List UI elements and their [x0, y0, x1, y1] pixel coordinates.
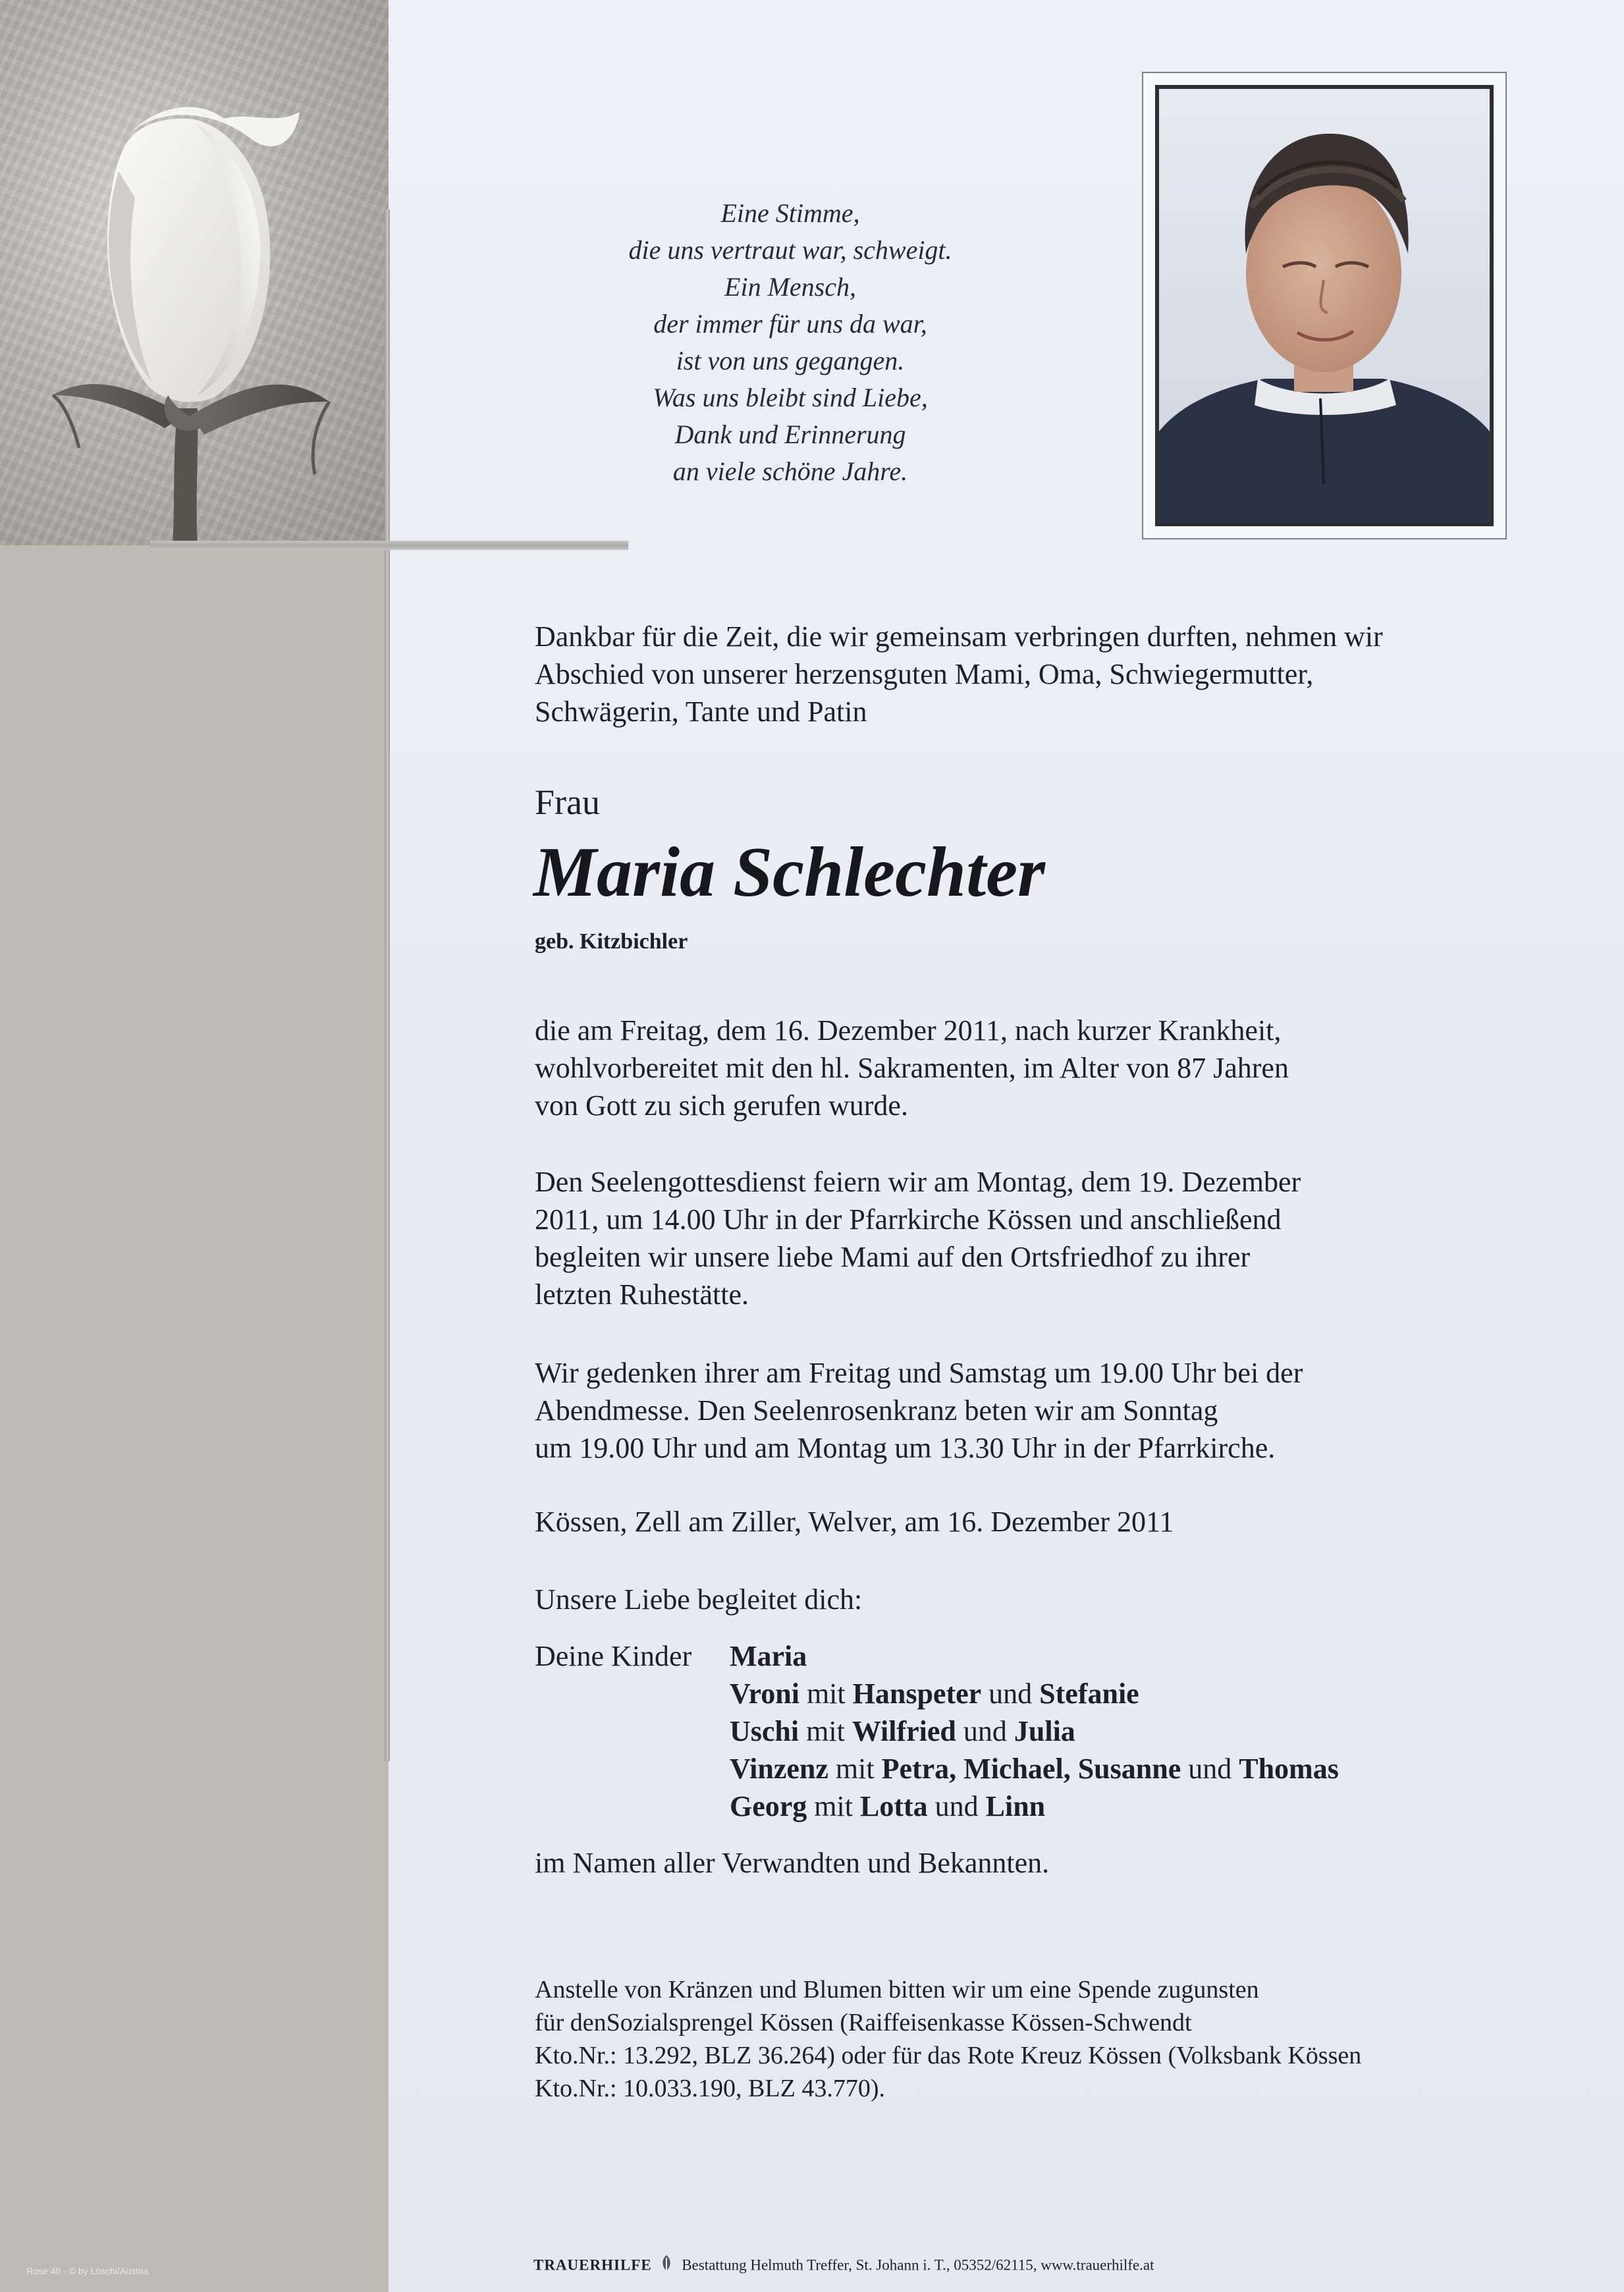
- mourners-intro: Unsere Liebe begleitet dich:: [535, 1583, 863, 1616]
- poem-line: ist von uns gegangen.: [676, 346, 905, 375]
- deceased-name: Maria Schlechter: [533, 833, 1046, 912]
- service-line: letzten Ruhestätte.: [535, 1278, 749, 1311]
- donation-line: Kto.Nr.: 13.292, BLZ 36.264) oder für das Rote Kreuz Kössen (Volksbank Kössen: [535, 2042, 1362, 2069]
- grandchild-names: Thomas: [1239, 1753, 1339, 1785]
- death-notice-line: die am Freitag, dem 16. Dezember 2011, nach kurzer Krankheit,: [535, 1014, 1282, 1047]
- death-notice-line: wohlvorbereitet mit den hl. Sakramenten, im Alter von 87 Jahren: [535, 1052, 1289, 1084]
- behalf-line: im Namen aller Verwandten und Bekannten.: [535, 1847, 1050, 1879]
- intro-line: Dankbar für die Zeit, die wir gemeinsam verbringen durften, nehmen wir: [535, 620, 1383, 653]
- rose-image: [0, 0, 389, 545]
- child-name: Georg: [730, 1790, 807, 1822]
- intro-line: Abschied von unserer herzensguten Mami, Oma, Schwiegermutter,: [535, 658, 1314, 690]
- leaf-icon: [659, 2254, 674, 2279]
- child-entry: [730, 1750, 1339, 1787]
- grandchild-names: Julia: [1014, 1715, 1075, 1747]
- portrait-photo: [1155, 85, 1494, 526]
- child-name: Maria: [730, 1640, 807, 1672]
- maiden-name: geb. Kitzbichler: [535, 929, 688, 954]
- connector: und: [1188, 1753, 1232, 1785]
- donation-line: für denSozialsprengel Kössen (Raiffeisenkasse Kössen-Schwendt: [535, 2009, 1192, 2036]
- connector: und: [988, 1678, 1033, 1710]
- child-name: Vinzenz: [730, 1753, 828, 1785]
- child-name: Vroni: [730, 1678, 799, 1710]
- partner-name: Lotta: [859, 1790, 928, 1822]
- poem-line: Eine Stimme,: [720, 198, 860, 228]
- grandchild-names: Linn: [985, 1790, 1046, 1822]
- service-line: begleiten wir unsere liebe Mami auf den Ortsfriedhof zu ihrer: [535, 1241, 1251, 1273]
- image-credit: Rose 40 - © by Löschi/Austria: [26, 2266, 149, 2276]
- vertical-divider: [385, 209, 390, 1761]
- service-line: Den Seelengottesdienst feiern wir am Montag, dem 19. Dezember: [535, 1166, 1301, 1198]
- poem-line: Ein Mensch,: [724, 272, 856, 302]
- remembrance-line: Abendmesse. Den Seelenrosenkranz beten wir am Sonntag: [535, 1394, 1218, 1427]
- connector: mit: [814, 1790, 853, 1822]
- donation-line: Anstelle von Kränzen und Blumen bitten wir um eine Spende zugunsten: [535, 1976, 1259, 2004]
- salutation: Frau: [535, 782, 600, 822]
- poem-line: an viele schöne Jahre.: [672, 456, 908, 486]
- intro-line: Schwägerin, Tante und Patin: [535, 696, 867, 728]
- connector: und: [963, 1715, 1007, 1747]
- donation-line: Kto.Nr.: 10.033.190, BLZ 43.770).: [535, 2075, 885, 2102]
- partner-name: Wilfried: [852, 1715, 956, 1747]
- connector: mit: [806, 1715, 845, 1747]
- partner-name: Petra, Michael, Susanne: [881, 1753, 1181, 1785]
- connector: und: [934, 1790, 979, 1822]
- death-notice-line: von Gott zu sich gerufen wurde.: [535, 1089, 908, 1122]
- footer-details: Bestattung Helmuth Treffer, St. Johann i. T., 05352/62115, www.trauerhilfe.at: [682, 2256, 1154, 2274]
- poem-line: der immer für uns da war,: [653, 309, 927, 339]
- service-line: 2011, um 14.00 Uhr in der Pfarrkirche Kössen und anschließend: [535, 1203, 1282, 1236]
- children-label: Deine Kinder: [535, 1640, 692, 1672]
- memorial-poem: [547, 195, 1034, 490]
- remembrance-line: um 19.00 Uhr und am Montag um 13.30 Uhr in der Pfarrkirche.: [535, 1432, 1276, 1464]
- child-entry: [730, 1637, 1339, 1675]
- intro-paragraph: [535, 618, 1383, 730]
- child-entry: [730, 1712, 1339, 1750]
- remembrance-paragraph: [535, 1354, 1303, 1467]
- children-list: [730, 1637, 1339, 1825]
- funeral-home-footer: [533, 2254, 1154, 2279]
- horizontal-divider: [150, 541, 628, 550]
- footer-brand: TRAUERHILFE: [533, 2256, 652, 2274]
- poem-line: Was uns bleibt sind Liebe,: [653, 383, 928, 412]
- connector: mit: [806, 1678, 846, 1710]
- child-entry: [730, 1787, 1339, 1825]
- portrait-icon: [1159, 89, 1490, 522]
- partner-name: Hanspeter: [852, 1678, 982, 1710]
- grandchild-names: Stefanie: [1039, 1678, 1139, 1710]
- portrait-frame: [1142, 72, 1507, 539]
- rose-icon: [0, 0, 389, 545]
- child-entry: [730, 1675, 1339, 1712]
- funeral-service-paragraph: [535, 1163, 1301, 1313]
- connector: mit: [835, 1753, 875, 1785]
- poem-line: Dank und Erinnerung: [674, 420, 906, 449]
- child-name: Uschi: [730, 1715, 799, 1747]
- poem-line: die uns vertraut war, schweigt.: [628, 235, 952, 265]
- donation-paragraph: [535, 1973, 1361, 2105]
- death-notice-paragraph: [535, 1012, 1289, 1124]
- remembrance-line: Wir gedenken ihrer am Freitag und Samstag um 19.00 Uhr bei der: [535, 1357, 1303, 1389]
- place-date-line: Kössen, Zell am Ziller, Welver, am 16. Dezember 2011: [535, 1506, 1174, 1538]
